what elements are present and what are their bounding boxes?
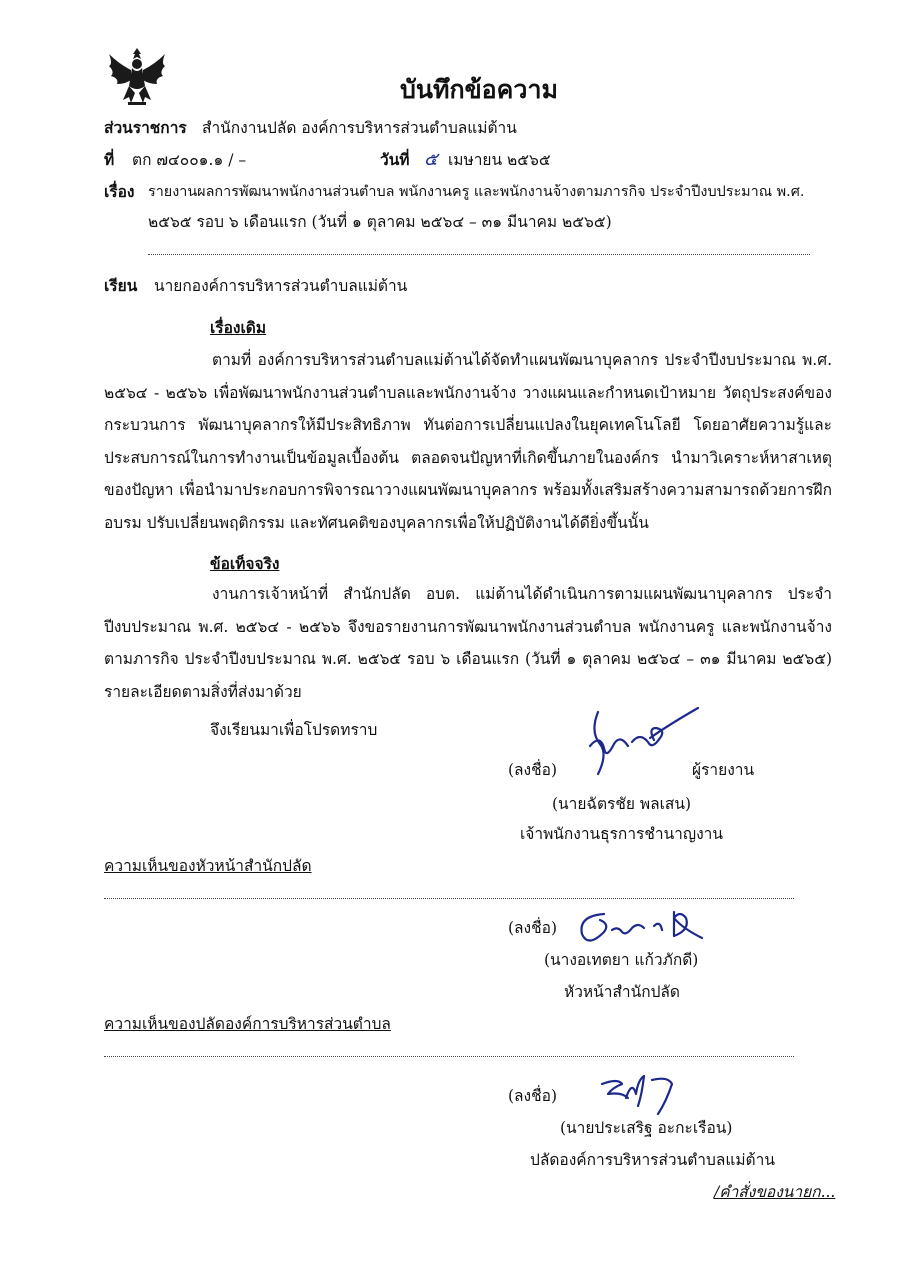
reporter-name: (นายฉัตรชัย พลเสน) [552,795,692,813]
reporter-sign-label: (ลงชื่อ) [508,761,557,779]
office-head-signature [574,906,714,952]
facts-heading: ข้อเท็จจริง [210,554,280,573]
subject-line-1: รายงานผลการพัฒนาพนักงานส่วนตำบล พนักงานครู และพนักงานจ้างตามภารกิจ ประจำปีงบประมาณ พ.ศ. [148,184,805,200]
background-heading: เรื่องเดิม [210,318,267,337]
deputy-opinion-heading: ความเห็นของปลัดองค์การบริหารส่วนตำบล [104,1015,391,1033]
facts-text: งานการเจ้าหน้าที่ สำนักปลัด อบต. แม่ต้านได้ดำเนินการตามแผนพัฒนาบุคลากร ประจำปีงบประมาณ พ.ศ. ๒๕๖๔ - ๒๕๖๖ จึงขอรายงานการพัฒนาพนักงานส่วนตำบล พนักงานครู และพนักงานจ้างตามภารกิจ ประจำปีงบประมาณ พ.ศ. ๒๕๖๕ รอบ ๖ เดือนแรก (วันที่ ๑ ตุลาคม ๒๕๖๔ – ๓๑ มีนาคม ๒๕๖๕) รายละเอียดตามสิ่งที่ส่งมาด้วย [104,585,832,701]
office-head-name: (นางอเทตยา แก้วภักดี) [544,951,699,969]
reporter-position: เจ้าพนักงานธุรการชำนาญงาน [520,825,723,843]
reporter-signature [580,702,710,782]
background-text: ตามที่ องค์การบริหารส่วนตำบลแม่ต้านได้จัดทำแผนพัฒนาบุคลากร ประจำปีงบประมาณ พ.ศ. ๒๕๖๔ - ๒๕๖๖ เพื่อพัฒนาพนักงานส่วนตำบลและพนักงานจ้าง วางแผนและกำหนดเป้าหมาย วัตถุประสงค์ของกระบวนการ พัฒนาบุคลากรให้มีประสิทธิภาพ ทันต่อการเปลี่ยนแปลงในยุคเทคโนโลยี โดยอาศัยความรู้และประสบการณ์ในการทำงานเป็นข้อมูลเบื้องต้น ตลอดจนปัญหาที่เกิดขึ้นภายในองค์กร นำมาวิเคราะห์หาสาเหตุของปัญหา เพื่อนำมาประกอบการพิจารณาวางแผนพัฒนาบุคลากร พร้อมทั้งเสริมสร้างความสามารถด้วยการฝึกอบรม ปรับเปลี่ยนพฤติกรรม และทัศนคติของบุคลากรเพื่อให้ปฏิบัติงานได้ดียิ่งขึ้นนั้น [104,351,832,532]
background-paragraph [104,344,832,540]
subject-label: เรื่อง [104,182,135,201]
agency-label: ส่วนราชการ [104,118,187,137]
deputy-position: ปลัดองค์การบริหารส่วนตำบลแม่ต้าน [530,1151,775,1169]
agency-value: สำนักงานปลัด องค์การบริหารส่วนตำบลแม่ต้าน [202,119,517,137]
continuation-note: /คำสั่งของนายก... [714,1183,836,1201]
to-value: นายกองค์การบริหารส่วนตำบลแม่ต้าน [154,277,408,295]
office-head-sign-label: (ลงชื่อ) [508,919,557,937]
garuda-emblem-icon [104,44,170,110]
deputy-sign-label: (ลงชื่อ) [508,1087,557,1105]
office-head-opinion-heading: ความเห็นของหัวหน้าสำนักปลัด [104,857,312,875]
date-rest: เมษายน ๒๕๖๕ [448,151,551,169]
ref-label: ที่ [104,150,115,169]
page-title: บันทึกข้อความ [400,75,558,104]
date-label: วันที่ [380,150,410,169]
subject-line-2: ๒๕๖๕ รอบ ๖ เดือนแรก (วันที่ ๑ ตุลาคม ๒๕๖๔ – ๓๑ มีนาคม ๒๕๖๕) [148,213,612,231]
divider-line [148,254,810,255]
facts-paragraph [104,578,832,708]
office-head-opinion-line [104,898,794,899]
deputy-name: (นายประเสริฐ อะกะเรือน) [560,1119,733,1137]
office-head-position: หัวหน้าสำนักปลัด [564,983,680,1001]
ref-value: ตก ๗๔๐๐๑.๑ / – [132,151,247,169]
date-day: ๕ [424,149,438,170]
reporter-role: ผู้รายงาน [692,761,755,779]
to-label: เรียน [104,276,138,295]
closing-text: จึงเรียนมาเพื่อโปรดทราบ [210,721,378,739]
deputy-opinion-line [104,1056,794,1057]
